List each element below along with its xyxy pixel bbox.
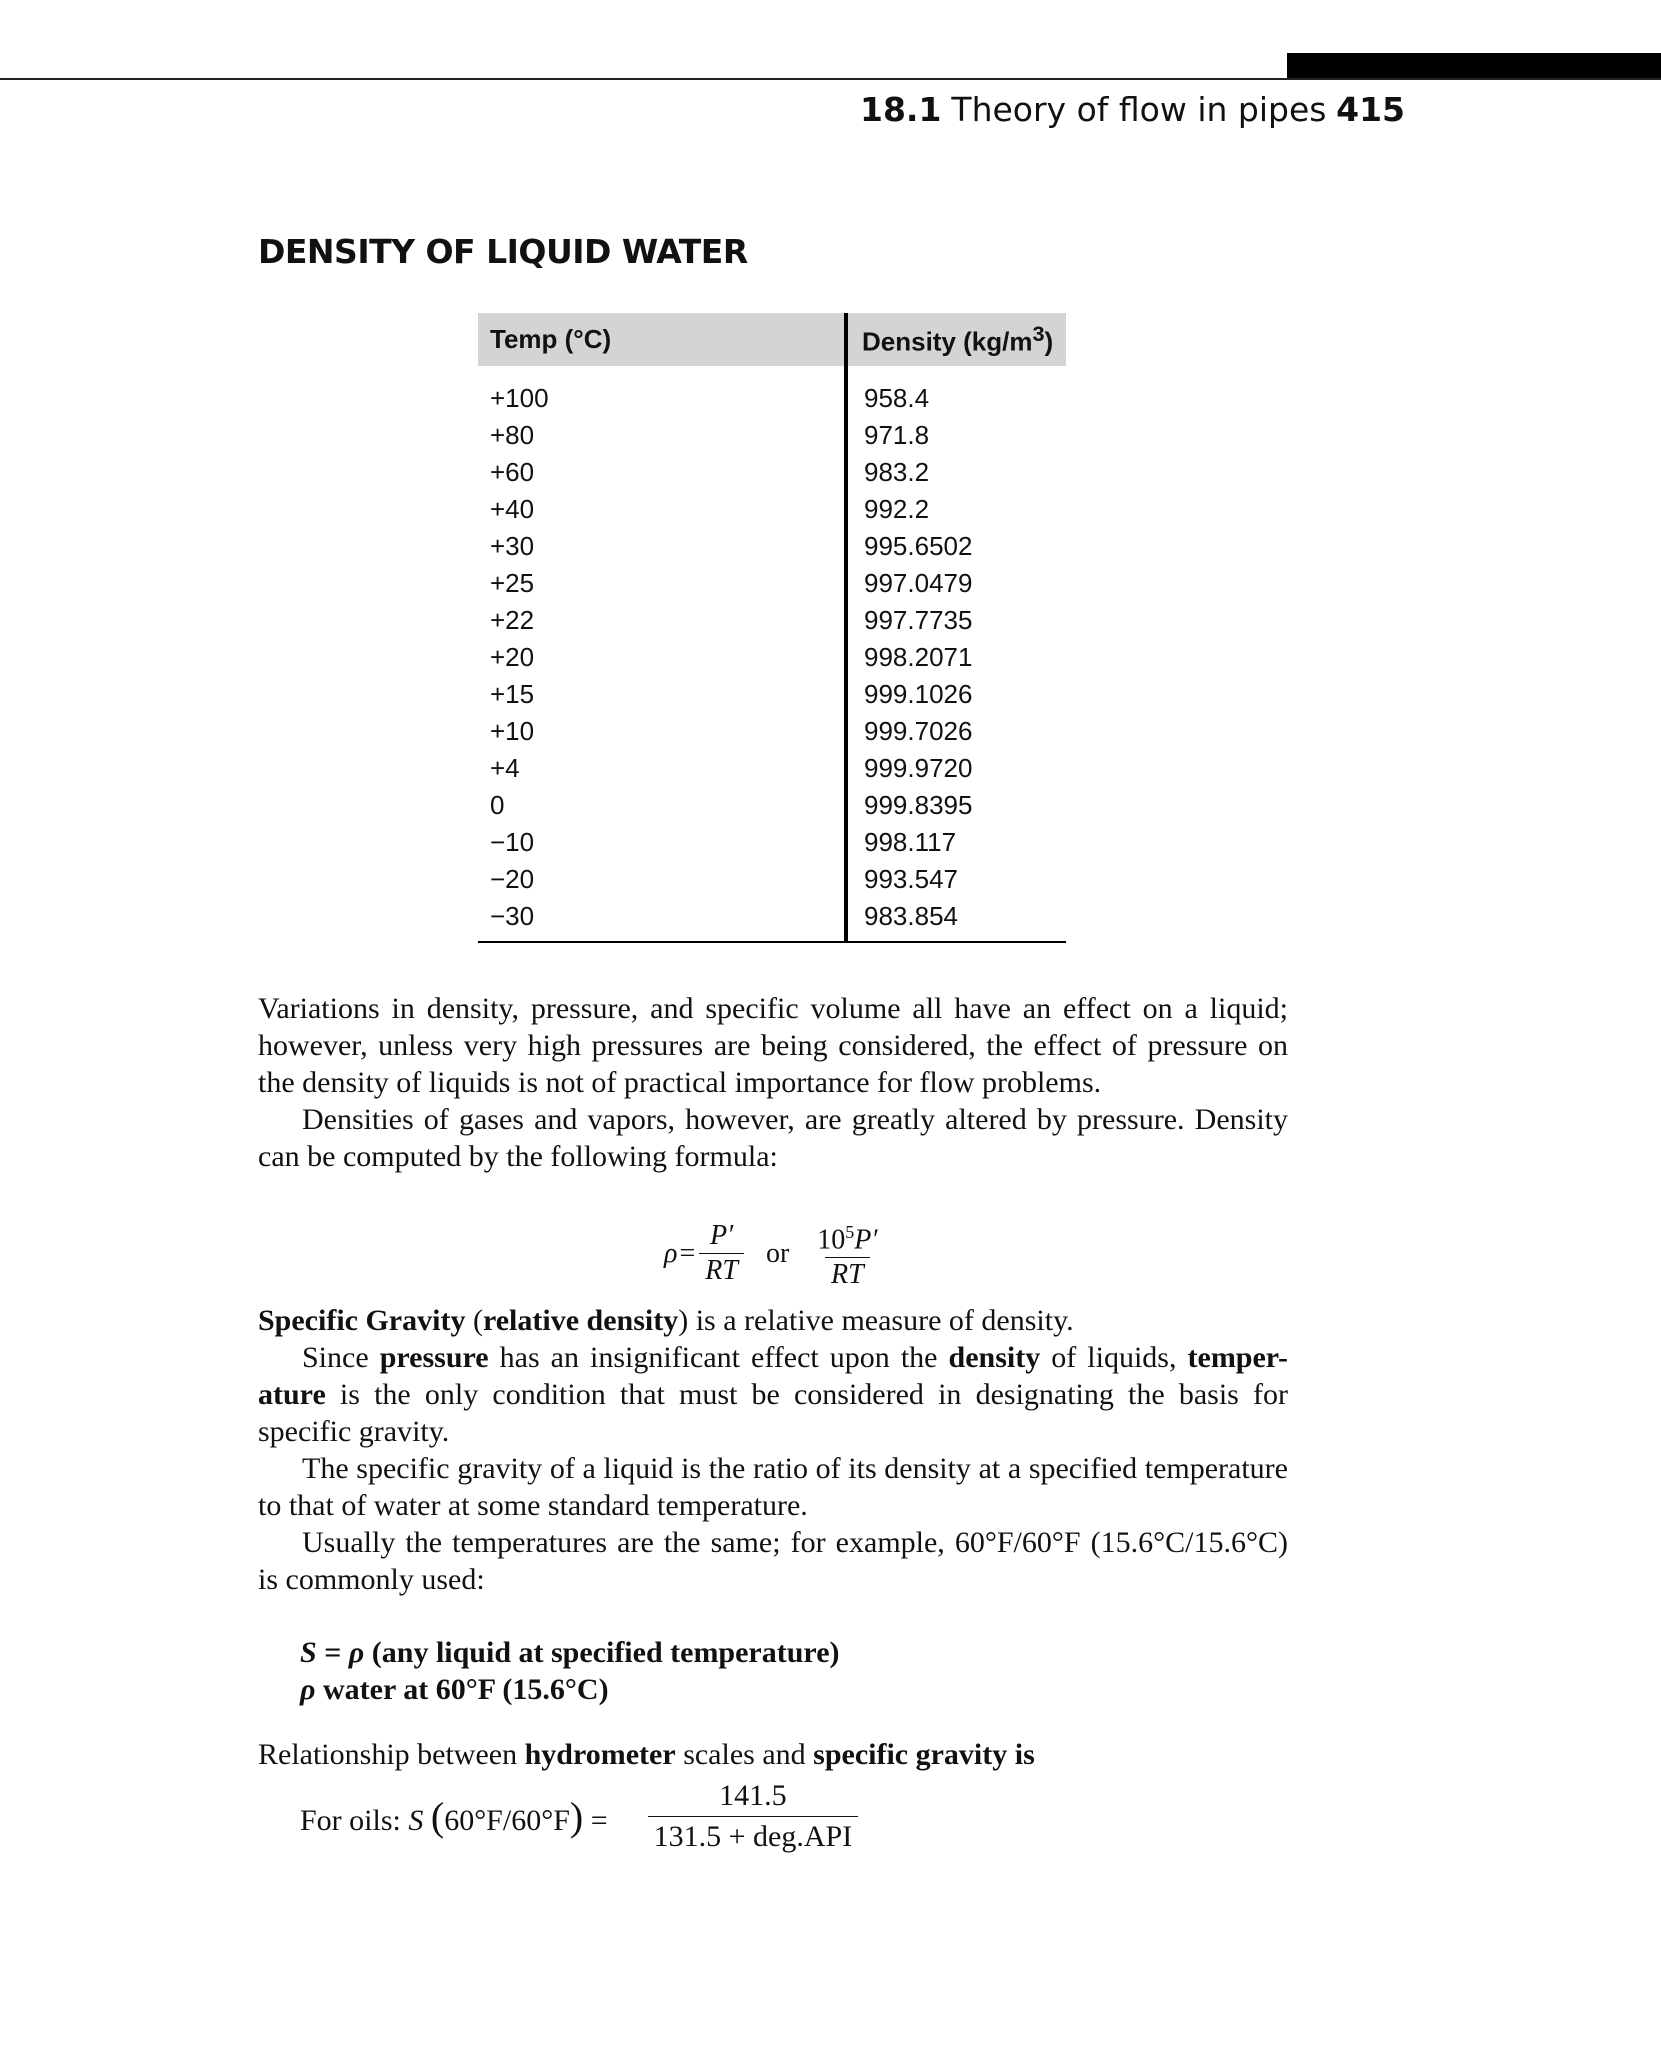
oils-fraction [648,1776,859,1857]
hydrometer-relationship: Relationship between hydrometer scales and specific gravity is [258,1738,1035,1771]
sg-paragraph-2: Since pressure has an insignificant effect upon the density of liquids, temper-ature is the only condition that must be considered in designating the basis for specific gravity. [258,1341,1289,1448]
table-row [478,380,1066,417]
intro-paragraphs [258,990,1288,1175]
page-number: 415 [1336,90,1405,129]
specific-gravity-paragraphs [258,1302,1288,1598]
section-title-running: Theory of flow in pipes [951,90,1327,129]
oils-formula [300,1776,858,1857]
temp-cell: +100 [490,383,549,413]
temp-cell: +20 [490,642,535,672]
header-black-bar [1287,53,1661,80]
temp-cell: +80 [490,420,535,450]
temp-cell: +30 [490,531,535,561]
density-cell: 995.6502 [846,528,1066,565]
table-row [478,454,1066,491]
density-cell: 992.2 [846,491,1066,528]
temp-cell: +22 [490,605,535,635]
table-row [478,787,1066,824]
running-header [860,86,1405,134]
fraction-2 [811,1215,883,1292]
density-cell: 998.2071 [846,639,1066,676]
sg-paragraph-4: Usually the temperatures are the same; for example, 60°F/60°F (15.6°C/15.6°C) is commonly used: [258,1526,1288,1596]
table-row [478,750,1066,787]
temp-cell: −10 [490,827,535,857]
table-row [478,639,1066,676]
density-header-text: Density (kg/m [862,326,1033,357]
sg-definition: Specific Gravity (relative density) is a relative measure of density. [258,1304,1074,1337]
fraction-1-numerator: P′ [709,1220,734,1252]
table-row [478,861,1066,898]
density-cell: 997.7735 [846,602,1066,639]
density-cell: 983.2 [846,454,1066,491]
density-formula [664,1215,888,1292]
density-header-exp: 3 [1032,321,1045,347]
temp-cell: 0 [490,790,505,820]
density-cell: 997.0479 [846,565,1066,602]
table-row [478,824,1066,861]
rho-symbol: ρ [664,1237,678,1269]
table-row [478,602,1066,639]
section-number: 18.1 [860,90,942,129]
density-cell: 998.117 [846,824,1066,861]
table-row [478,898,1066,942]
density-cell: 971.8 [846,417,1066,454]
header-rule [0,78,1661,80]
density-header-close: ) [1044,326,1054,357]
or-word: or [765,1237,790,1269]
sg-formula-line-2: ρ water at 60°F (15.6°C) [300,1673,609,1706]
table-row [478,417,1066,454]
density-cell: 999.7026 [846,713,1066,750]
paragraph-2: Densities of gases and vapors, however, are greatly altered by pressure. Density can be computed by the following formula: [258,1103,1288,1173]
sg-bold-formula [300,1634,840,1708]
table-row [478,491,1066,528]
paragraph-1: Variations in density, pressure, and specific volume all have an effect on a liquid; however, unless very high pressures are being considered, the effect of pressure on the density of liquids is not of practical importance for flow problems. [258,992,1288,1099]
density-cell: 993.547 [846,861,1066,898]
oils-denominator: 131.5 + deg.API [648,1816,859,1857]
density-cell: 999.1026 [846,676,1066,713]
temp-cell: +25 [490,568,535,598]
temp-cell: −30 [478,898,846,942]
table-header-row [478,313,1066,366]
section-heading: DENSITY OF LIQUID WATER [258,232,748,271]
temp-cell: +40 [490,494,535,524]
fraction-2-denominator: RT [825,1257,870,1292]
density-table [478,313,1066,943]
fraction-1-denominator: RT [699,1253,744,1288]
table-row [478,565,1066,602]
temp-cell: +60 [490,457,535,487]
oils-numerator: 141.5 [719,1779,787,1812]
sg-paragraph-3: The specific gravity of a liquid is the ratio of its density at a specified temperature to that of water at some standard temperature. [258,1452,1288,1522]
temp-cell: +4 [490,753,520,783]
sg-formula-line-1: S = ρ (any liquid at specified temperature) [300,1636,840,1669]
table-spacer [478,366,1066,380]
density-cell: 983.854 [846,898,1066,942]
table-row [478,528,1066,565]
density-cell: 958.4 [846,380,1066,417]
fraction-2-numerator: $10^5P'$ [817,1222,878,1256]
fraction-1 [699,1219,744,1288]
table-header-density [846,313,1066,366]
temp-cell: +10 [490,716,535,746]
table-row [478,713,1066,750]
table-row [478,676,1066,713]
density-cell: 999.8395 [846,787,1066,824]
temp-cell: −20 [490,864,535,894]
oils-formula-lhs: For oils: S (60°F/60°F) = [300,1794,608,1839]
table-header-temp: Temp (°C) [478,313,846,366]
equals-sign: = [679,1237,696,1269]
density-cell: 999.9720 [846,750,1066,787]
temp-cell: +15 [490,679,535,709]
